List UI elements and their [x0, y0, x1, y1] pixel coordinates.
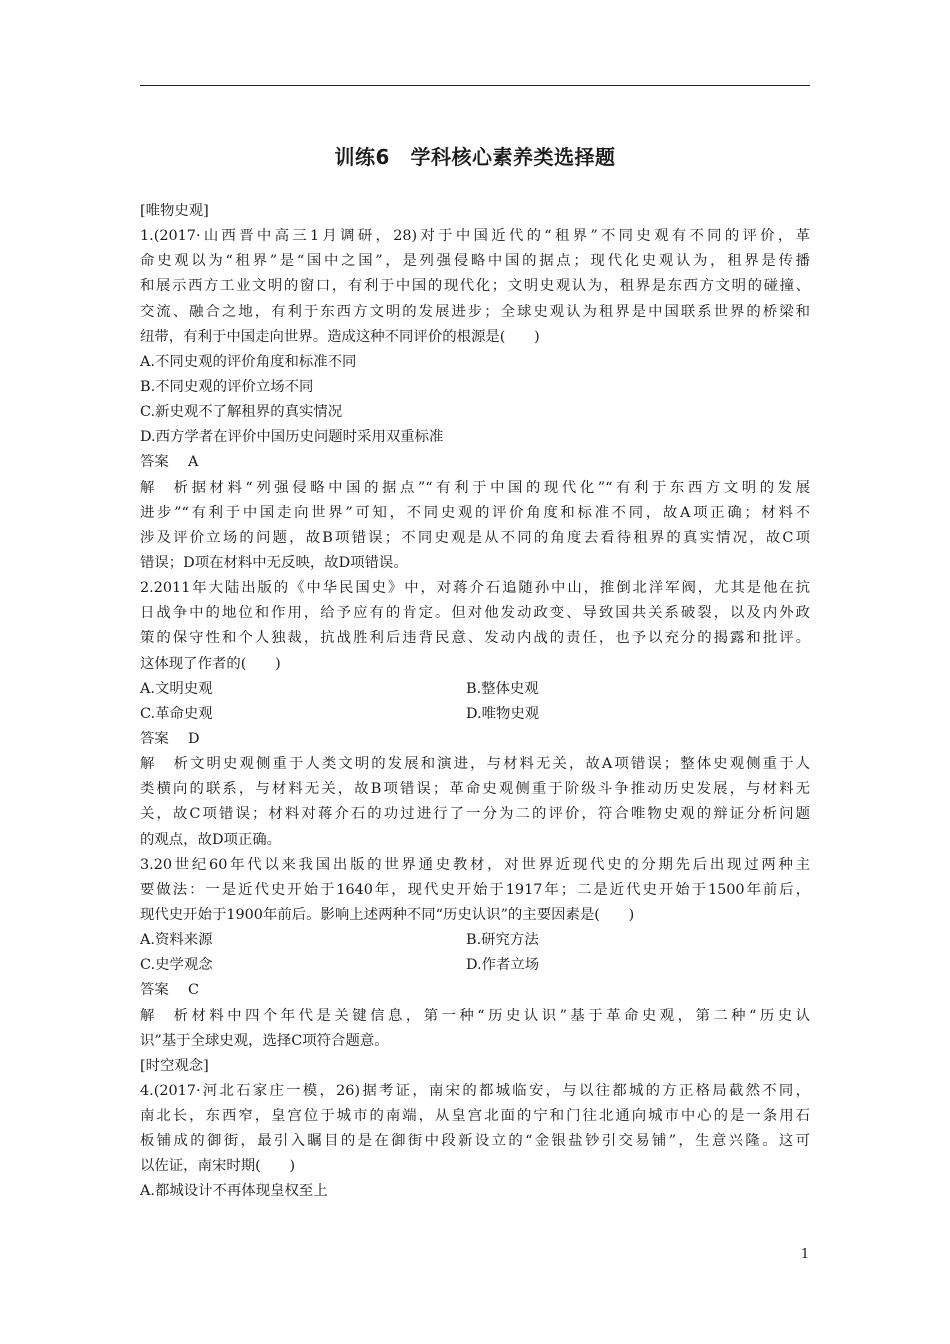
- question-line: 纽带，有利于中国走向世界。造成这种不同评价的根源是( ): [140, 328, 540, 345]
- analysis-line: [140, 752, 810, 777]
- analysis-text: 文明史观侧重于人类文明的发展和演进，与材料无关，故A项错误；整体史观侧重于人: [188, 756, 810, 773]
- question-line: 3.20世纪60年代以来我国出版的世界通史教材，对世界近现代史的分期先后出现过两种主: [140, 856, 810, 873]
- answer-value: A: [188, 454, 199, 471]
- analysis-text: 据材料“列强侵略中国的据点”“有利于中国的现代化”“有利于东西方文明的发展: [188, 479, 810, 496]
- option-row: [140, 928, 810, 953]
- analysis-line: 的观点，故D项正确。: [140, 831, 282, 848]
- analysis-line: 进步”“有利于中国走向世界”可知，不同史观的评价角度和标准不同，故A项正确；材料不: [140, 504, 810, 521]
- option-d: D.唯物史观: [466, 705, 540, 722]
- analysis-label: 解析: [140, 1007, 188, 1024]
- analysis-line: [140, 476, 810, 501]
- option-row: [140, 702, 810, 727]
- analysis-line: [140, 1004, 810, 1029]
- question-line: 策的保守性和个人独裁，抗战胜利后违背民意、发动内战的责任，也予以充分的揭露和批评。: [140, 630, 810, 647]
- option-row: [140, 953, 810, 978]
- question-line: 交流、融合之地，有利于东西方文明的发展进步；全球史观认为租界是中国联系世界的桥梁和: [140, 303, 810, 320]
- question-line: 和展示西方工业文明的窗口，有利于中国的现代化；文明史观认为，租界是东西方文明的碰撞、: [140, 278, 810, 295]
- option-c: C.革命史观: [140, 705, 213, 722]
- answer-line: [140, 727, 810, 752]
- question-line: 2.2011年大陆出版的《中华民国史》中，对蒋介石追随孙中山，推倒北洋军阀，尤其是他在抗: [140, 580, 810, 597]
- answer-value: C: [188, 982, 200, 999]
- document-title: 训练6 学科核心素养类选择题: [334, 145, 616, 169]
- section-heading: [唯物史观]: [140, 203, 209, 219]
- answer-line: [140, 978, 810, 1003]
- question-line: 以佐证，南宋时期( ): [140, 1158, 296, 1175]
- question-4: [140, 1079, 810, 1205]
- option-b: B.整体史观: [466, 680, 539, 697]
- question-line: 日战争中的地位和作用，给予应有的肯定。但对他发动政变、导致国共关系破裂，以及内外政: [140, 605, 810, 622]
- question-1: [140, 224, 810, 576]
- option-d: D.西方学者在评价中国历史问题时采用双重标准: [140, 429, 444, 446]
- document-body: [140, 199, 810, 1205]
- analysis-line: 识”基于全球史观，选择C项符合题意。: [140, 1032, 389, 1049]
- analysis-text: 材料中四个年代是关键信息，第一种“历史认识”基于革命史观，第二种“历史认: [188, 1007, 810, 1024]
- option-d: D.作者立场: [466, 957, 540, 974]
- answer-value: D: [188, 730, 200, 747]
- answer-label: 答案: [140, 730, 169, 747]
- option-row: [140, 677, 810, 702]
- option-b: B.不同史观的评价立场不同: [140, 378, 314, 395]
- analysis-label: 解析: [140, 756, 188, 773]
- analysis-line: 关，故C项错误；材料对蒋介石的功过进行了一分为二的评价，符合唯物史观的辩证分析问题: [140, 806, 810, 823]
- question-2: [140, 576, 810, 853]
- analysis-line: 类横向的联系，与材料无关，故B项错误；革命史观侧重于阶级斗争推动历史发展，与材料无: [140, 781, 810, 798]
- question-3: [140, 853, 810, 1054]
- analysis-line: 涉及评价立场的问题，故B项错误；不同史观是从不同的角度去看待租界的真实情况，故C项: [140, 529, 810, 546]
- option-a: A.都城设计不再体现皇权至上: [140, 1183, 328, 1200]
- question-line: 要做法：一是近代史开始于1640年，现代史开始于1917年；二是近代史开始于1500年前后，: [140, 881, 810, 898]
- analysis-label: 解析: [140, 479, 188, 496]
- option-c: C.史学观念: [140, 957, 213, 974]
- analysis-line: 错误；D项在材料中无反映，故D项错误。: [140, 554, 408, 571]
- question-line: 南北长，东西窄，皇宫位于城市的南端，从皇宫北面的宁和门往北通向城市中心的是一条用石: [140, 1108, 810, 1125]
- option-c: C.新史观不了解租界的真实情况: [140, 404, 343, 421]
- header-rule: [140, 85, 810, 86]
- answer-line: [140, 450, 810, 475]
- question-line: 这体现了作者的( ): [140, 655, 281, 672]
- question-line: 命史观以为“租界”是“国中之国”，是列强侵略中国的据点；现代化史观认为，租界是传播: [140, 253, 810, 270]
- answer-label: 答案: [140, 454, 169, 471]
- question-line: 4.(2017·河北石家庄一模，26)据考证，南宋的都城临安，与以往都城的方正格局截然不同，: [140, 1082, 810, 1099]
- option-a: A.资料来源: [140, 932, 213, 949]
- section-heading: [时空观念]: [140, 1057, 209, 1074]
- question-line: 现代史开始于1900年前后。影响上述两种不同“历史认识”的主要因素是( ): [140, 906, 635, 923]
- option-b: B.研究方法: [466, 932, 539, 949]
- page-number: 1: [800, 1247, 810, 1262]
- option-a: A.不同史观的评价角度和标准不同: [140, 353, 357, 370]
- option-a: A.文明史观: [140, 680, 213, 697]
- question-line: 1.(2017·山西晋中高三1月调研，28)对于中国近代的“租界”不同史观有不同的评价，革: [140, 228, 810, 245]
- answer-label: 答案: [140, 982, 169, 999]
- question-line: 板铺成的御街，最引入瞩目的是在御街中段新设立的“金银盐钞引交易铺”，生意兴隆。这可: [140, 1133, 810, 1150]
